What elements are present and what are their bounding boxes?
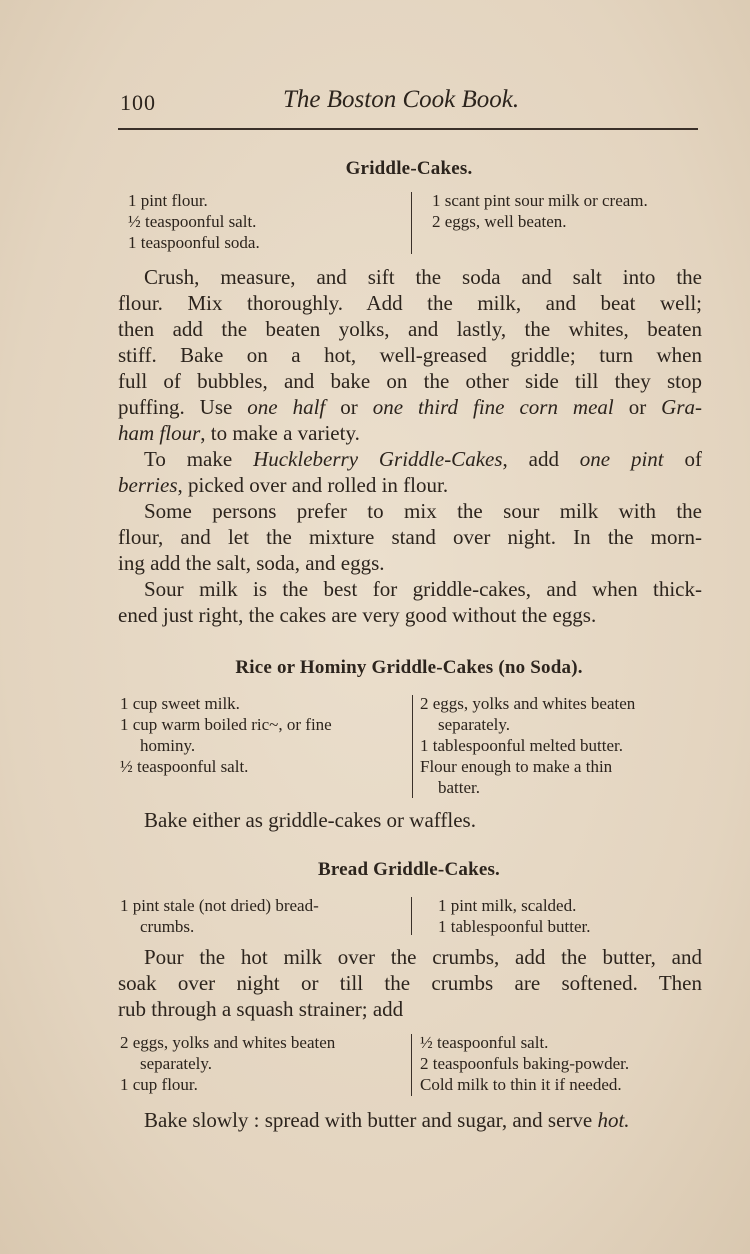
ingredients-left-bread [120,895,319,937]
ingredient: 1 teaspoonful soda. [128,233,260,252]
ingredient: hominy. [140,736,196,755]
ingredient: separately. [438,715,511,734]
text-line: rub through a squash strainer; add [118,997,404,1021]
text: or [325,395,373,419]
ingredients-left-griddle [128,190,260,253]
italic-text: one half [247,395,326,419]
text-line: flour, and let the mixture stand over night. In the morn- [118,525,702,549]
ingredients-right-rice [420,693,635,798]
ingredient: 1 pint stale (not dried) bread- [120,896,319,915]
italic-text: one third fine corn meal [372,395,614,419]
italic-text: Gra- [661,395,703,419]
paragraph-rice-note [118,807,702,833]
text-line [118,420,702,446]
header-rule [118,128,698,130]
ingredient: 2 eggs, yolks and whites beaten [420,694,636,713]
text-line [118,446,702,472]
italic-text: hot. [597,1108,630,1132]
ingredient: ½ teaspoonful salt. [420,1033,549,1052]
ingredient: 2 eggs, well beaten. [432,212,567,231]
ingredients-right-griddle [432,190,648,232]
text-line: flour. Mix thoroughly. Add the milk, and beat well; [118,291,702,315]
section-title-bread-griddle-cakes: Bread Griddle-Cakes. [317,859,501,880]
text-line: ing add the salt, soda, and eggs. [118,551,385,575]
italic-text: Huckleberry Griddle-Cakes [253,447,503,471]
section-title-griddle-cakes: Griddle-Cakes. [345,158,473,179]
ingredient: Cold milk to thin it if needed. [420,1075,622,1094]
ingredient: Flour enough to make a thin [420,757,613,776]
italic-text: ham flour [118,421,201,445]
italic-text: berries [118,473,178,497]
ingredient: 1 tablespoonful butter. [438,917,591,936]
paragraph-bread-method [118,944,702,1022]
ingredients-right-bread [438,895,591,937]
ingredient: 2 teaspoonfuls baking-powder. [420,1054,630,1073]
text-line: ened just right, the cakes are very good without the eggs. [118,603,597,627]
ingredients-right-bread-2 [420,1032,629,1095]
text: , picked over and rolled in flour. [177,473,449,497]
text-line [118,394,702,420]
ingredients-left-bread-2 [120,1032,405,1095]
text-line: Sour milk is the best for griddle-cakes, and when thick- [144,577,702,601]
text-line: Pour the hot milk over the crumbs, add the butter, and [144,945,702,969]
ingredient: 2 eggs, yolks and whites beaten [120,1033,336,1052]
page-number: 100 [120,90,156,115]
text-line: Crush, measure, and sift the soda and salt into the [144,265,702,289]
text-line: then add the beaten yolks, and lastly, the whites, beaten [118,317,702,341]
ingredient: separately. [140,1054,213,1073]
text-line: full of bubbles, and bake on the other side till they stop [118,369,702,393]
text: , to make a variety. [200,421,360,445]
text-line: soak over night or till the crumbs are softened. Then [118,971,702,995]
ingredient: crumbs. [140,917,195,936]
text: To make [144,447,254,471]
ingredient: 1 pint flour. [128,191,208,210]
ingredients-left-rice [120,693,405,777]
ingredient: 1 cup warm boiled ric~, or fine [120,715,332,734]
text-line: Some persons prefer to mix the sour milk with the [144,499,702,523]
text: Bake slowly : spread with butter and sugar, and serve [144,1108,598,1132]
running-title: The Boston Cook Book. [283,86,520,113]
ingredient-divider [411,1034,412,1096]
paragraph-griddle-method [118,264,702,628]
text-line [118,1107,702,1133]
text: or [613,395,662,419]
italic-text: one pint [579,447,664,471]
ingredient: 1 cup sweet milk. [120,694,240,713]
ingredient: 1 cup flour. [120,1075,198,1094]
ingredient: 1 tablespoonful melted butter. [420,736,624,755]
ingredient: batter. [438,778,481,797]
text: , add [502,447,580,471]
paragraph-bread-final [118,1107,702,1133]
text: of [663,447,703,471]
ingredient: 1 scant pint sour milk or cream. [432,191,648,210]
ingredient: 1 pint milk, scalded. [438,896,577,915]
ingredient: ½ teaspoonful salt. [120,757,249,776]
ingredient-divider [411,192,412,254]
text-line [118,472,702,498]
ingredient-divider [412,695,413,798]
ingredient-divider [411,897,412,935]
page-header [118,86,698,120]
section-title-rice-griddle-cakes: Rice or Hominy Griddle-Cakes (no Soda). [235,657,583,678]
text: puffing. Use [118,395,248,419]
ingredient: ½ teaspoonful salt. [128,212,257,231]
text-line: Bake either as griddle-cakes or waffles. [144,808,476,832]
text-line: stiff. Bake on a hot, well-greased griddle; turn when [118,343,702,367]
